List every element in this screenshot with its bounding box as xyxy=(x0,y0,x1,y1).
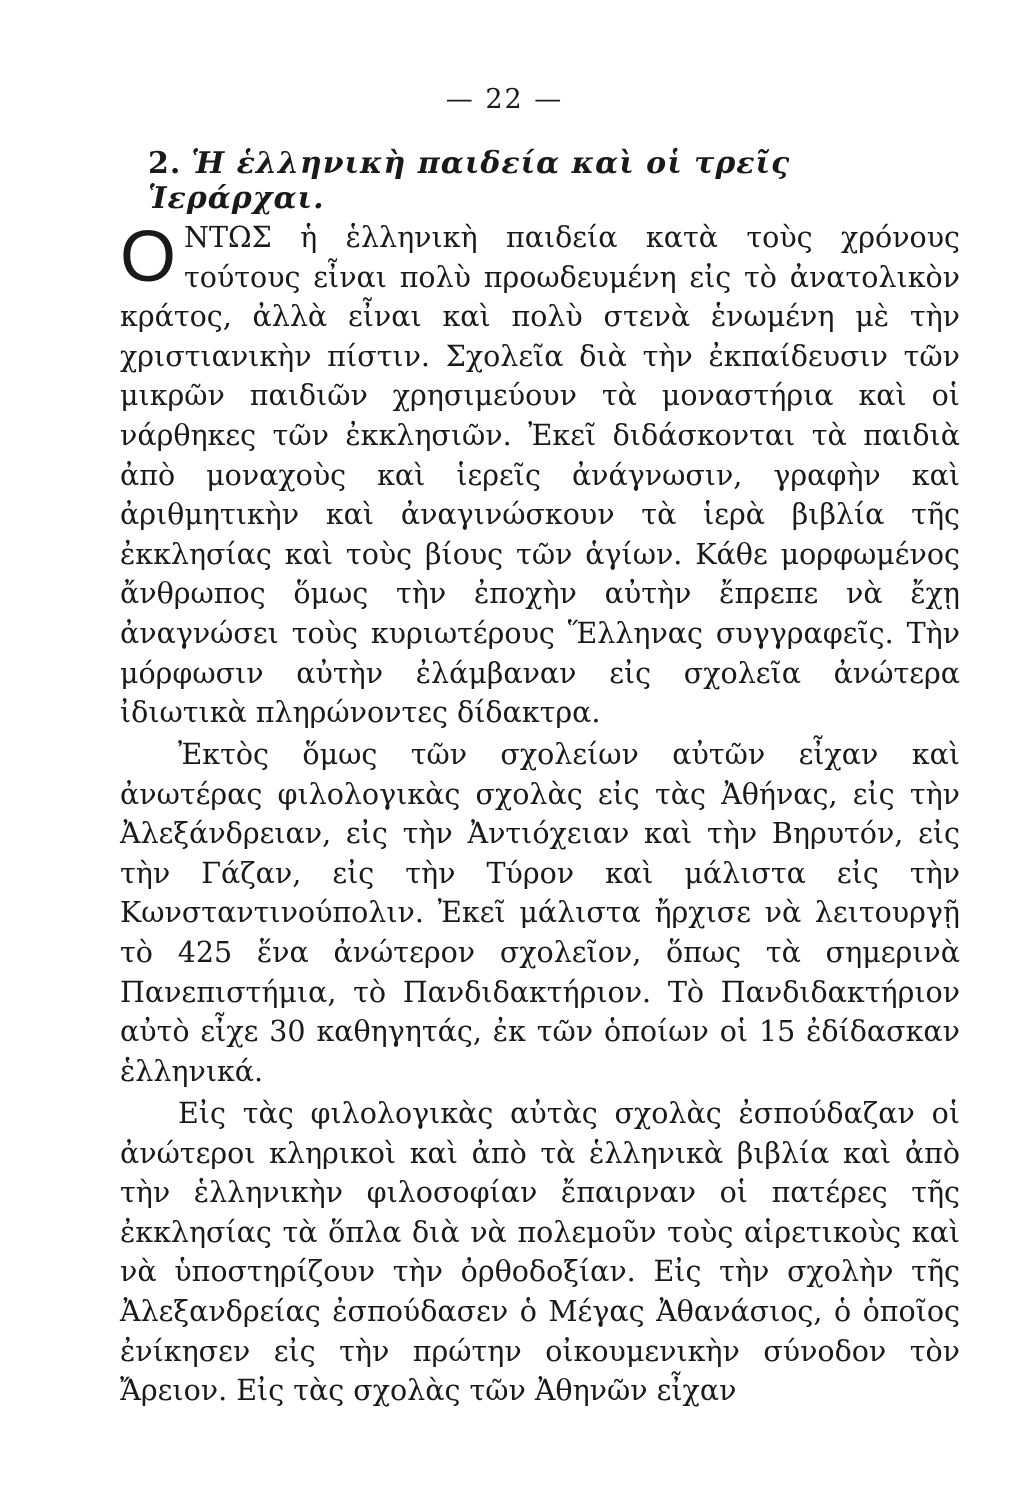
paragraph-2 xyxy=(120,735,960,1091)
page-number: — 22 — xyxy=(445,84,564,115)
section-heading xyxy=(148,146,948,216)
section-number: 2. xyxy=(148,146,182,181)
drop-cap: Ο xyxy=(120,217,177,297)
section-title: Ἡ ἑλληνικὴ παιδεία καὶ οἱ τρεῖς Ἱεράρχαι. xyxy=(148,146,791,216)
paragraph-text: ΝΤΩΣ ἡ ἑλληνικὴ παιδεία κατὰ τοὺς χρόνους τούτους εἶναι πολὺ προωδευμένη εἰς τὸ ἀνατολικὸν κράτος, ἀλλὰ εἶναι καὶ πολὺ στενὰ ἑνωμένη μὲ τὴν χριστιανικὴν πίστιν. Σχολεῖα διὰ τὴν ἐκπαίδευσιν τῶν μικρῶν παιδιῶν χρησιμεύουν τὰ μοναστήρια καὶ οἱ νάρθηκες τῶν ἐκκλησιῶν. Ἐκεῖ διδάσκονται τὰ παιδιὰ ἀπὸ μοναχοὺς καὶ ἱερεῖς ἀνάγνωσιν, γραφὴν καὶ ἀριθμητικὴν καὶ ἀναγινώσκουν τὰ ἱερὰ βιβλία τῆς ἐκκλησίας καὶ τοὺς βίους τῶν ἁγίων. Κάθε μορφωμένος ἄνθρωπος ὅμως τὴν ἐποχὴν αὐτὴν ἔπρεπε νὰ ἔχῃ ἀναγνώσει τοὺς κυριωτέρους Ἕλληνας συγγραφεῖς. Τὴν μόρφωσιν αὐτὴν ἐλάμβαναν εἰς σχολεῖα ἀνώτερα ἰδιωτικὰ πληρώνοντες δίδακτρα. xyxy=(120,221,960,730)
paragraph-text: Εἰς τὰς φιλολογικὰς αὐτὰς σχολὰς ἐσπούδαζαν οἱ ἀνώτεροι κληρικοὶ καὶ ἀπὸ τὰ ἑλληνικὰ βιβλία καὶ ἀπὸ τὴν ἑλληνικὴν φιλοσοφίαν ἔπαιρναν οἱ πατέρες τῆς ἐκκλησίας τὰ ὅπλα διὰ νὰ πολεμοῦν τοὺς αἱρετικοὺς καὶ νὰ ὑποστηρίζουν τὴν ὀρθοδοξίαν. Εἰς τὴν σχολὴν τῆς Ἀλεξανδρείας ἐσπούδασεν ὁ Μέγας Ἀθανάσιος, ὁ ὁποῖος ἐνίκησεν εἰς τὴν πρώτην οἰκουμενικὴν σύνοδον τὸν Ἄρειον. Εἰς τὰς σχολὰς τῶν Ἀθηνῶν εἶχαν xyxy=(120,1097,960,1408)
paragraph-text: Ἐκτὸς ὅμως τῶν σχολείων αὐτῶν εἶχαν καὶ ἀνωτέρας φιλολογικὰς σχολὰς εἰς τὰς Ἀθήνας, εἰς τὴν Ἀλεξάνδρειαν, εἰς τὴν Ἀντιόχειαν καὶ τὴν Βηρυτόν, εἰς τὴν Γάζαν, εἰς τὴν Τύρον καὶ μάλιστα εἰς τὴν Κωνσταντινούπολιν. Ἐκεῖ μάλιστα ἤρχισε νὰ λειτουργῇ τὸ 425 ἕνα ἀνώτερον σχολεῖον, ὅπως τὰ σημερινὰ Πανεπιστήμια, τὸ Πανδιδακτήριον. Τὸ Πανδιδακτήριον αὐτὸ εἶχε 30 καθηγητάς, ἐκ τῶν ὁποίων οἱ 15 ἐδίδασκαν ἑλληνικά. xyxy=(120,738,960,1088)
paragraph-3 xyxy=(120,1094,960,1411)
paragraph-1 xyxy=(120,218,960,733)
